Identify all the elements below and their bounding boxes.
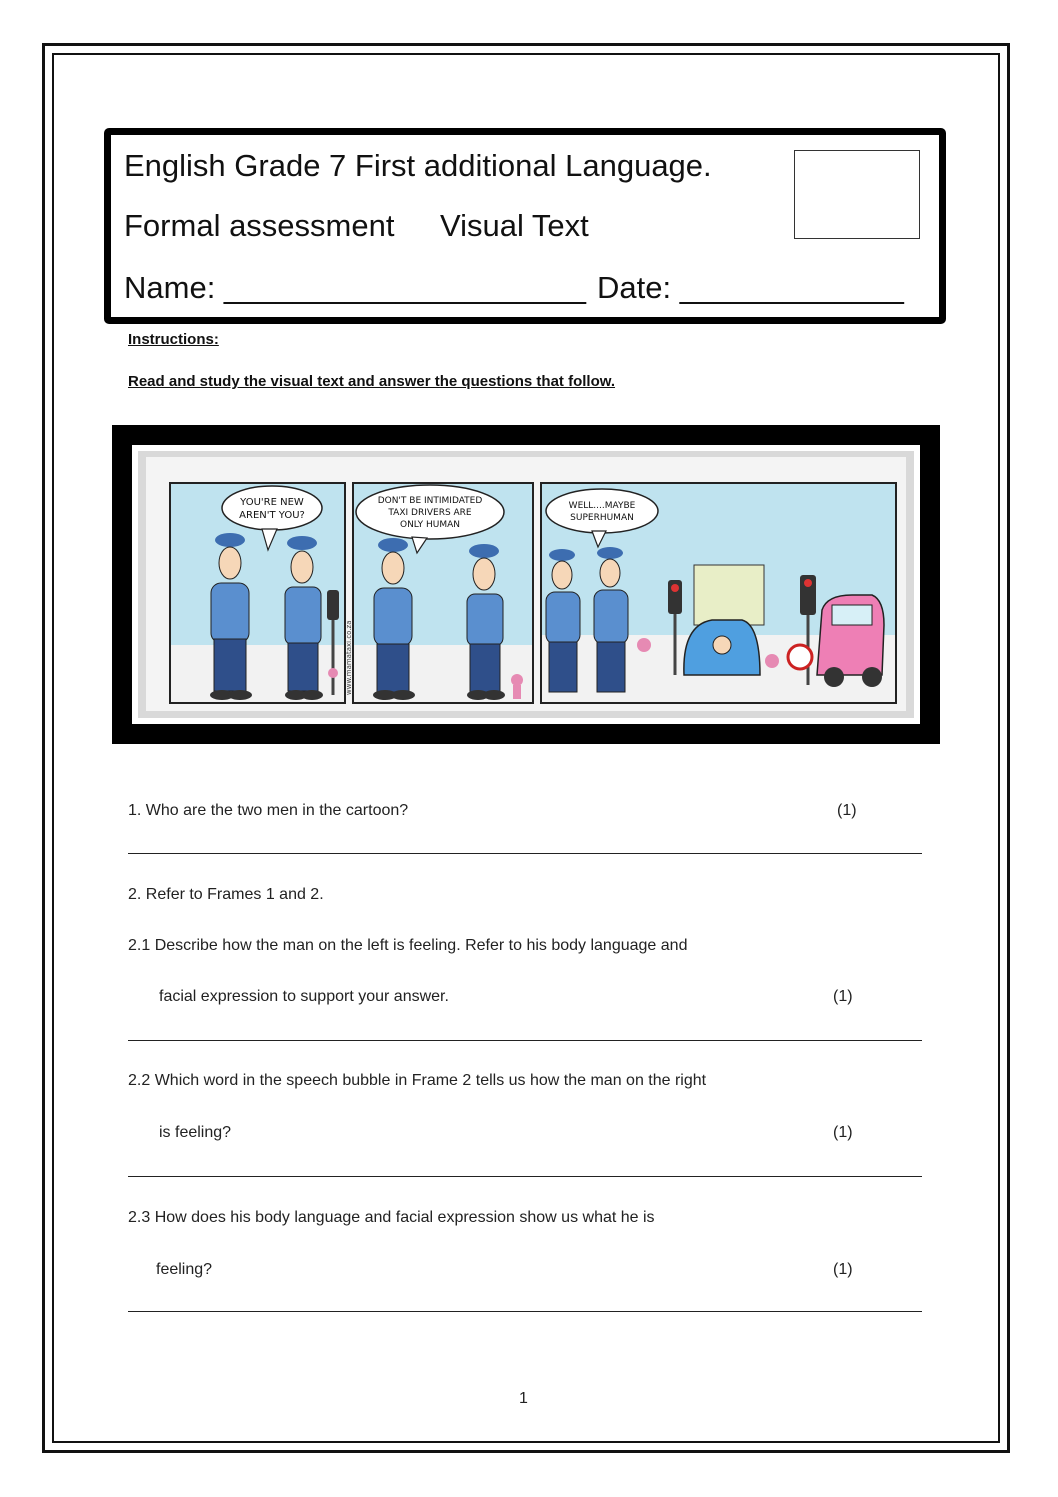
- answer-line-2-1[interactable]: [128, 1040, 922, 1041]
- question-2-2-marks: (1): [833, 1124, 853, 1141]
- answer-line-1[interactable]: [128, 853, 922, 854]
- question-2-1-marks: (1): [833, 988, 853, 1005]
- truck: [694, 565, 764, 625]
- cartoon-frame-2: [353, 483, 533, 703]
- bubble-1-line-2: AREN'T YOU?: [239, 510, 305, 521]
- question-2-3: 2.3 How does his body language and facial expression show us what he is: [128, 1209, 655, 1226]
- question-2-3-continued: feeling?: [156, 1261, 213, 1278]
- bubble-3-line-1: WELL....MAYBE: [568, 501, 636, 511]
- no-entry-sign: [788, 645, 812, 669]
- question-2-intro: 2. Refer to Frames 1 and 2.: [128, 886, 324, 903]
- date-field[interactable]: Date: _____________: [597, 270, 904, 305]
- bubble-2-line-1: DON'T BE INTIMIDATED: [377, 496, 483, 506]
- bubble-2-line-3: ONLY HUMAN: [399, 520, 461, 530]
- cartoon-credit: www.mamataxi.co.za: [345, 620, 353, 695]
- bubble-2-line-2: TAXI DRIVERS ARE: [388, 508, 472, 518]
- cartoon-image: [112, 425, 940, 744]
- question-1: 1. Who are the two men in the cartoon?: [128, 802, 409, 819]
- bubble-3-line-2: SUPERHUMAN: [570, 513, 634, 523]
- question-2-1: 2.1 Describe how the man on the left is feeling. Refer to his body language and: [128, 937, 688, 954]
- assessment-type: Formal assessment: [124, 208, 395, 243]
- speech-bubble-1: [222, 486, 322, 530]
- answer-line-2-2[interactable]: [128, 1176, 922, 1177]
- page-number: 1: [519, 1390, 528, 1407]
- answer-line-2-3[interactable]: [128, 1311, 922, 1312]
- traffic-light-1: [327, 590, 339, 620]
- question-2-3-marks: (1): [833, 1261, 853, 1278]
- marks-box: [794, 150, 920, 239]
- question-2-1-continued: facial expression to support your answer.: [159, 988, 449, 1005]
- cartoon-frame-3: [541, 483, 896, 703]
- bubble-1-line-1: YOU'RE NEW: [240, 497, 304, 508]
- question-2-2: 2.2 Which word in the speech bubble in Frame 2 tells us how the man on the right: [128, 1072, 707, 1089]
- name-field[interactable]: Name: _____________________: [124, 270, 586, 305]
- speech-bubble-3: [546, 489, 658, 533]
- instructions-heading: Instructions:: [128, 331, 219, 348]
- question-2-2-continued: is feeling?: [159, 1124, 232, 1141]
- instructions-text: Read and study the visual text and answer the questions that follow.: [128, 373, 616, 390]
- cartoon-strip: [112, 425, 940, 744]
- worksheet-title: English Grade 7 First additional Language.: [124, 148, 712, 183]
- question-1-marks: (1): [837, 802, 857, 819]
- cartoon-frame-1: [170, 483, 353, 703]
- assessment-topic: Visual Text: [440, 208, 589, 243]
